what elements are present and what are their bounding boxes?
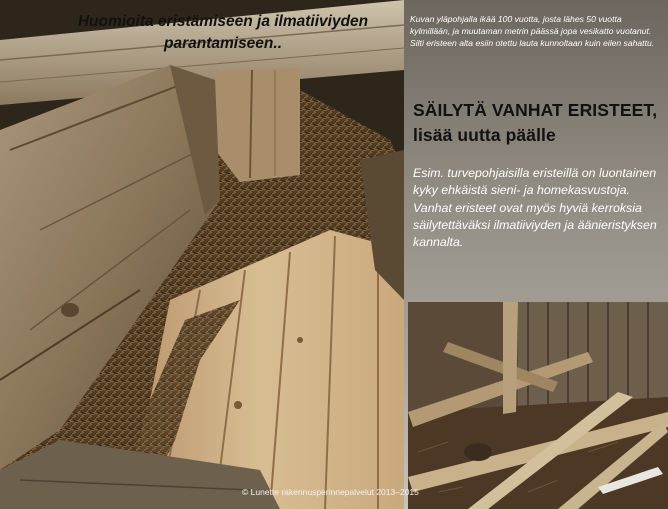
small-photo-floor-joists (408, 302, 668, 509)
body-text: Esim. turvepohjaisilla eristeillä on luontainen kyky ehkäistä sieni- ja homekasvustoja. Vanhat eristeet ovat myös hyviä kerroksia säilytettäväksi ilmatiiviyden ja äänieristyksen kannalta. (413, 166, 657, 250)
photo-caption: Kuvan yläpohjalla ikää 100 vuotta, josta lähes 50 vuotta kylmillään, ja muutaman metrin päässä jopa vesikatto vuotanut. Silti eristeen alta esiin otettu lauta kunnoltaan kuin eilen sahattu. (410, 14, 655, 48)
copyright-footer: © Lunette rakennusperinnepalvelut 2013–2015 (242, 487, 419, 497)
floor-joists-illustration (408, 302, 668, 509)
section-heading: SÄILYTÄ VANHAT ERISTEET, lisää uutta päälle (413, 100, 658, 145)
slide-title: Huomioita eristämiseen ja ilmatiiviyden parantamiseen.. (77, 13, 369, 52)
vertical-post (215, 68, 300, 182)
